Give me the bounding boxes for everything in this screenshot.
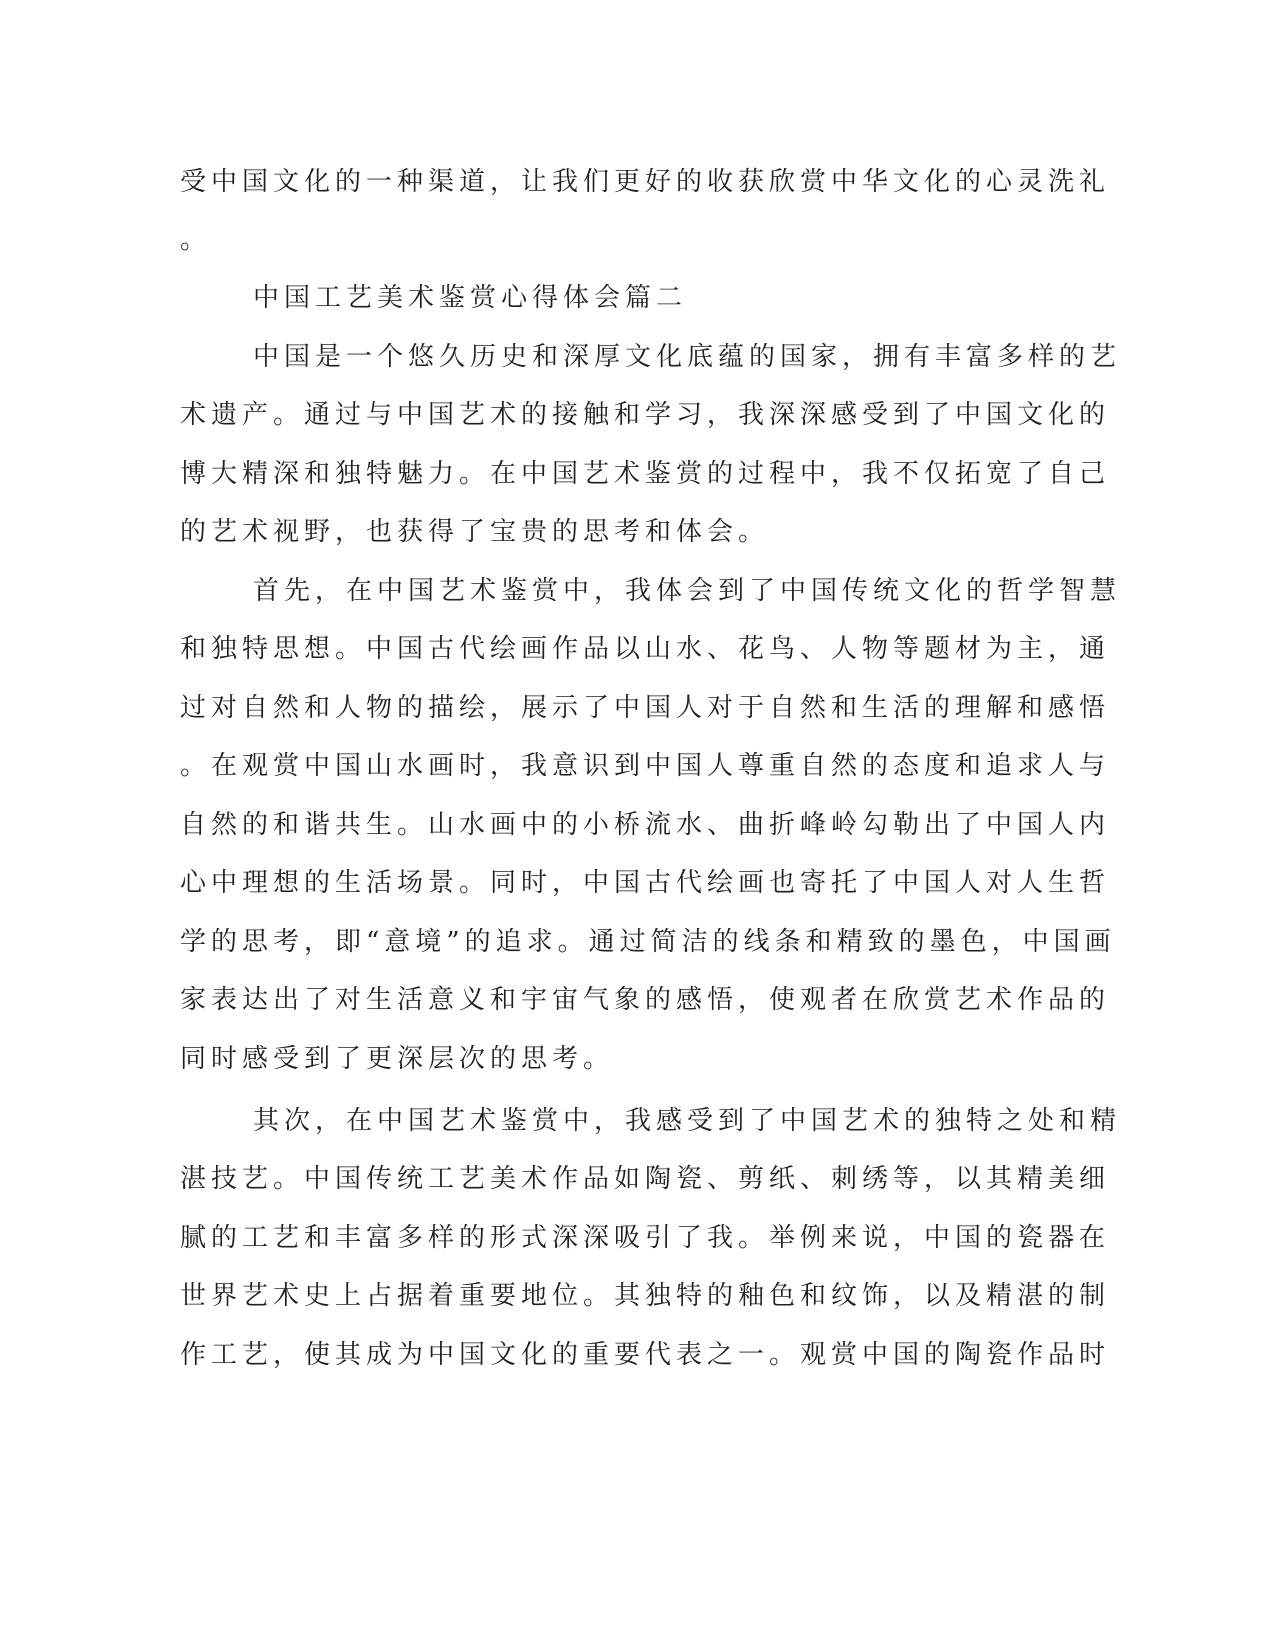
text-line: 同时感受到了更深层次的思考。 <box>180 1044 615 1074</box>
text-line: 过对自然和人物的描绘，展示了中国人对于自然和生活的理解和感悟 <box>180 693 1111 723</box>
section-heading: 中国工艺美术鉴赏心得体会篇二 <box>253 283 688 313</box>
text-line: 家表达出了对生活意义和宇宙气象的感悟，使观者在欣赏艺术作品的 <box>180 985 1111 1015</box>
text-line: 作工艺，使其成为中国文化的重要代表之一。观赏中国的陶瓷作品时 <box>180 1340 1111 1370</box>
text-line: 湛技艺。中国传统工艺美术作品如陶瓷、剪纸、刺绣等，以其精美细 <box>180 1164 1111 1194</box>
text-line: 学的思考，即“意境”的追求。通过简洁的线条和精致的墨色，中国画 <box>180 927 1116 957</box>
text-line: 世界艺术史上占据着重要地位。其独特的釉色和纹饰，以及精湛的制 <box>180 1281 1111 1311</box>
text-line: 博大精深和独特魅力。在中国艺术鉴赏的过程中，我不仅拓宽了自己 <box>180 459 1111 489</box>
text-line: 心中理想的生活场景。同时，中国古代绘画也寄托了中国人对人生哲 <box>180 868 1111 898</box>
text-line: 中国是一个悠久历史和深厚文化底蕴的国家，拥有丰富多样的艺 <box>253 342 1122 372</box>
text-line: 和独特思想。中国古代绘画作品以山水、花鸟、人物等题材为主，通 <box>180 634 1111 664</box>
text-line: 受中国文化的一种渠道，让我们更好的收获欣赏中华文化的心灵洗礼 <box>180 167 1111 197</box>
text-line: 腻的工艺和丰富多样的形式深深吸引了我。举例来说，中国的瓷器在 <box>180 1223 1111 1253</box>
text-line: 自然的和谐共生。山水画中的小桥流水、曲折峰岭勾勒出了中国人内 <box>180 810 1111 840</box>
text-line: 其次，在中国艺术鉴赏中，我感受到了中国艺术的独特之处和精 <box>253 1106 1122 1136</box>
text-line: 术遗产。通过与中国艺术的接触和学习，我深深感受到了中国文化的 <box>180 400 1111 430</box>
text-line: 的艺术视野，也获得了宝贵的思考和体会。 <box>180 517 770 547</box>
text-line: 。 <box>180 225 212 255</box>
text-line: 。在观赏中国山水画时，我意识到中国人尊重自然的态度和追求人与 <box>180 751 1111 781</box>
text-line: 首先，在中国艺术鉴赏中，我体会到了中国传统文化的哲学智慧 <box>253 576 1122 606</box>
